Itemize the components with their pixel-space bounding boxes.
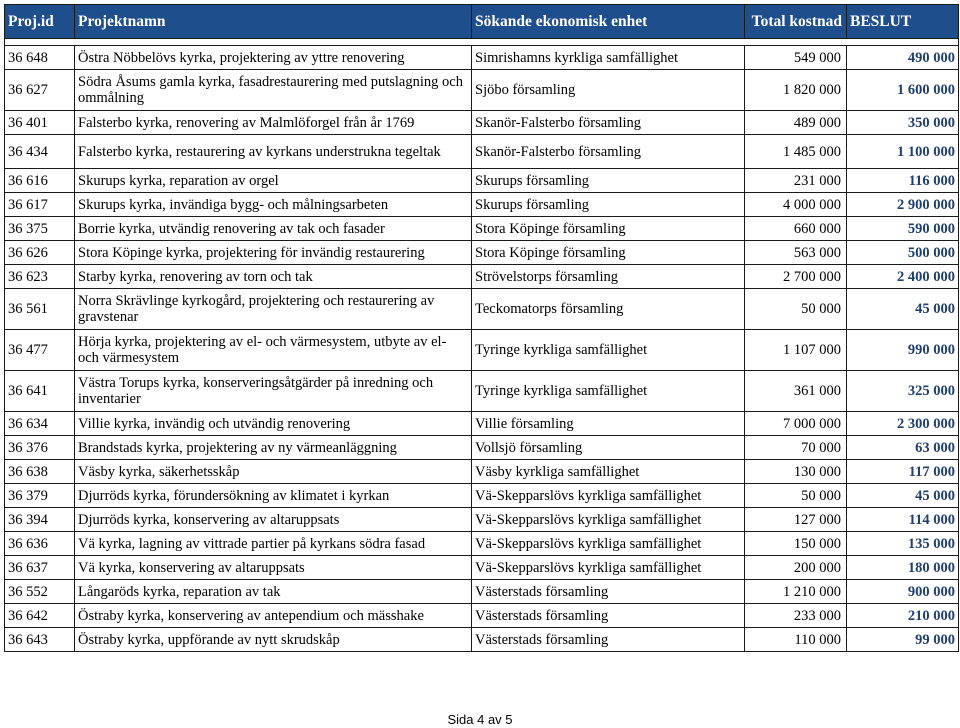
cell-project: Östraby kyrka, uppförande av nytt skrudskåp (75, 628, 472, 652)
table-row (5, 532, 959, 556)
cell-decision: 63 000 (847, 436, 959, 460)
cell-unit: Vä-Skepparslövs kyrkliga samfällighet (472, 532, 745, 556)
cell-id: 36 627 (5, 70, 75, 111)
cell-id: 36 634 (5, 412, 75, 436)
cell-decision: 135 000 (847, 532, 959, 556)
cell-id: 36 643 (5, 628, 75, 652)
cell-unit: Villie församling (472, 412, 745, 436)
cell-id: 36 636 (5, 532, 75, 556)
cell-decision: 117 000 (847, 460, 959, 484)
cell-cost: 489 000 (745, 111, 847, 135)
cell-id: 36 638 (5, 460, 75, 484)
cell-id: 36 642 (5, 604, 75, 628)
cell-project: Brandstads kyrka, projektering av ny värmeanläggning (75, 436, 472, 460)
cell-id: 36 561 (5, 289, 75, 330)
cell-cost: 1 107 000 (745, 330, 847, 371)
cell-cost: 130 000 (745, 460, 847, 484)
cell-decision: 180 000 (847, 556, 959, 580)
cell-project: Västra Torups kyrka, konserveringsåtgärder på inredning och inventarier (75, 371, 472, 412)
cell-project: Väsby kyrka, säkerhetsskåp (75, 460, 472, 484)
cell-cost: 1 485 000 (745, 135, 847, 169)
table-row (5, 241, 959, 265)
cell-decision: 2 300 000 (847, 412, 959, 436)
cell-decision: 500 000 (847, 241, 959, 265)
cell-project: Vä kyrka, lagning av vittrade partier på kyrkans södra fasad (75, 532, 472, 556)
cell-id: 36 616 (5, 169, 75, 193)
cell-project: Södra Åsums gamla kyrka, fasadrestaurering med putslagning och ommålning (75, 70, 472, 111)
cell-decision: 590 000 (847, 217, 959, 241)
cell-cost: 50 000 (745, 484, 847, 508)
page-number: Sida 4 av 5 (447, 712, 513, 727)
cell-cost: 231 000 (745, 169, 847, 193)
table-row (5, 70, 959, 111)
cell-project: Östra Nöbbelövs kyrka, projektering av yttre renovering (75, 46, 472, 70)
cell-unit: Skurups församling (472, 169, 745, 193)
cell-unit: Skurups församling (472, 193, 745, 217)
col-header-unit: Sökande ekonomisk enhet (472, 5, 745, 39)
cell-id: 36 477 (5, 330, 75, 371)
cell-decision: 325 000 (847, 371, 959, 412)
cell-unit: Simrishamns kyrkliga samfällighet (472, 46, 745, 70)
cell-id: 36 648 (5, 46, 75, 70)
grants-table (4, 4, 959, 652)
header-row (5, 5, 959, 39)
cell-id: 36 641 (5, 371, 75, 412)
cell-unit: Västerstads församling (472, 604, 745, 628)
cell-unit: Tyringe kyrkliga samfällighet (472, 330, 745, 371)
cell-project: Östraby kyrka, konservering av antependium och mässhake (75, 604, 472, 628)
cell-unit: Stora Köpinge församling (472, 241, 745, 265)
col-header-cost: Total kostnad (745, 5, 847, 39)
cell-decision: 2 900 000 (847, 193, 959, 217)
cell-id: 36 617 (5, 193, 75, 217)
cell-id: 36 623 (5, 265, 75, 289)
col-header-project: Projektnamn (75, 5, 472, 39)
cell-unit: Tyringe kyrkliga samfällighet (472, 371, 745, 412)
cell-cost: 150 000 (745, 532, 847, 556)
cell-project: Villie kyrka, invändig och utvändig renovering (75, 412, 472, 436)
table-row (5, 217, 959, 241)
cell-unit: Västerstads församling (472, 628, 745, 652)
cell-decision: 350 000 (847, 111, 959, 135)
cell-project: Norra Skrävlinge kyrkogård, projektering och restaurering av gravstenar (75, 289, 472, 330)
cell-id: 36 401 (5, 111, 75, 135)
table-row (5, 289, 959, 330)
table-row (5, 556, 959, 580)
cell-id: 36 637 (5, 556, 75, 580)
table-row (5, 46, 959, 70)
col-header-decision: BESLUT (847, 5, 959, 39)
cell-project: Hörja kyrka, projektering av el- och värmesystem, utbyte av el- och värmesystem (75, 330, 472, 371)
cell-unit: Vä-Skepparslövs kyrkliga samfällighet (472, 484, 745, 508)
cell-unit: Vä-Skepparslövs kyrkliga samfällighet (472, 556, 745, 580)
table-row (5, 484, 959, 508)
cell-unit: Skanör-Falsterbo församling (472, 135, 745, 169)
table-row (5, 460, 959, 484)
cell-decision: 116 000 (847, 169, 959, 193)
cell-cost: 200 000 (745, 556, 847, 580)
cell-id: 36 626 (5, 241, 75, 265)
header-spacer (5, 39, 959, 46)
cell-project: Långaröds kyrka, reparation av tak (75, 580, 472, 604)
cell-id: 36 376 (5, 436, 75, 460)
table-row (5, 604, 959, 628)
cell-id: 36 379 (5, 484, 75, 508)
cell-cost: 110 000 (745, 628, 847, 652)
col-header-id: Proj.id (5, 5, 75, 39)
cell-cost: 127 000 (745, 508, 847, 532)
cell-project: Falsterbo kyrka, restaurering av kyrkans understrukna tegeltak (75, 135, 472, 169)
cell-cost: 233 000 (745, 604, 847, 628)
table-row (5, 371, 959, 412)
cell-id: 36 552 (5, 580, 75, 604)
cell-cost: 70 000 (745, 436, 847, 460)
cell-project: Vä kyrka, konservering av altaruppsats (75, 556, 472, 580)
cell-decision: 1 100 000 (847, 135, 959, 169)
cell-cost: 1 820 000 (745, 70, 847, 111)
cell-unit: Teckomatorps församling (472, 289, 745, 330)
cell-cost: 361 000 (745, 371, 847, 412)
cell-decision: 45 000 (847, 484, 959, 508)
table-row (5, 628, 959, 652)
cell-project: Djurröds kyrka, konservering av altaruppsats (75, 508, 472, 532)
cell-cost: 549 000 (745, 46, 847, 70)
cell-decision: 990 000 (847, 330, 959, 371)
table-row (5, 169, 959, 193)
table-row (5, 265, 959, 289)
cell-unit: Sjöbo församling (472, 70, 745, 111)
cell-project: Skurups kyrka, reparation av orgel (75, 169, 472, 193)
cell-id: 36 434 (5, 135, 75, 169)
cell-project: Falsterbo kyrka, renovering av Malmlöforgel från år 1769 (75, 111, 472, 135)
cell-project: Borrie kyrka, utvändig renovering av tak och fasader (75, 217, 472, 241)
spacer-cell (5, 39, 959, 46)
cell-decision: 114 000 (847, 508, 959, 532)
cell-cost: 50 000 (745, 289, 847, 330)
cell-unit: Väsby kyrkliga samfällighet (472, 460, 745, 484)
cell-project: Stora Köpinge kyrka, projektering för invändig restaurering (75, 241, 472, 265)
cell-unit: Vollsjö församling (472, 436, 745, 460)
cell-unit: Skanör-Falsterbo församling (472, 111, 745, 135)
table-row (5, 111, 959, 135)
table-row (5, 193, 959, 217)
cell-project: Djurröds kyrka, förundersökning av klimatet i kyrkan (75, 484, 472, 508)
cell-decision: 490 000 (847, 46, 959, 70)
cell-decision: 210 000 (847, 604, 959, 628)
cell-project: Starby kyrka, renovering av torn och tak (75, 265, 472, 289)
cell-cost: 660 000 (745, 217, 847, 241)
cell-unit: Strövelstorps församling (472, 265, 745, 289)
cell-cost: 2 700 000 (745, 265, 847, 289)
cell-id: 36 394 (5, 508, 75, 532)
table-row (5, 412, 959, 436)
cell-id: 36 375 (5, 217, 75, 241)
cell-decision: 99 000 (847, 628, 959, 652)
cell-decision: 45 000 (847, 289, 959, 330)
table-row (5, 580, 959, 604)
table-row (5, 330, 959, 371)
cell-cost: 4 000 000 (745, 193, 847, 217)
table-row (5, 436, 959, 460)
cell-unit: Stora Köpinge församling (472, 217, 745, 241)
cell-decision: 1 600 000 (847, 70, 959, 111)
cell-decision: 900 000 (847, 580, 959, 604)
table-row (5, 135, 959, 169)
cell-cost: 7 000 000 (745, 412, 847, 436)
cell-decision: 2 400 000 (847, 265, 959, 289)
table-row (5, 508, 959, 532)
cell-cost: 1 210 000 (745, 580, 847, 604)
cell-cost: 563 000 (745, 241, 847, 265)
cell-project: Skurups kyrka, invändiga bygg- och målningsarbeten (75, 193, 472, 217)
cell-unit: Västerstads församling (472, 580, 745, 604)
cell-unit: Vä-Skepparslövs kyrkliga samfällighet (472, 508, 745, 532)
